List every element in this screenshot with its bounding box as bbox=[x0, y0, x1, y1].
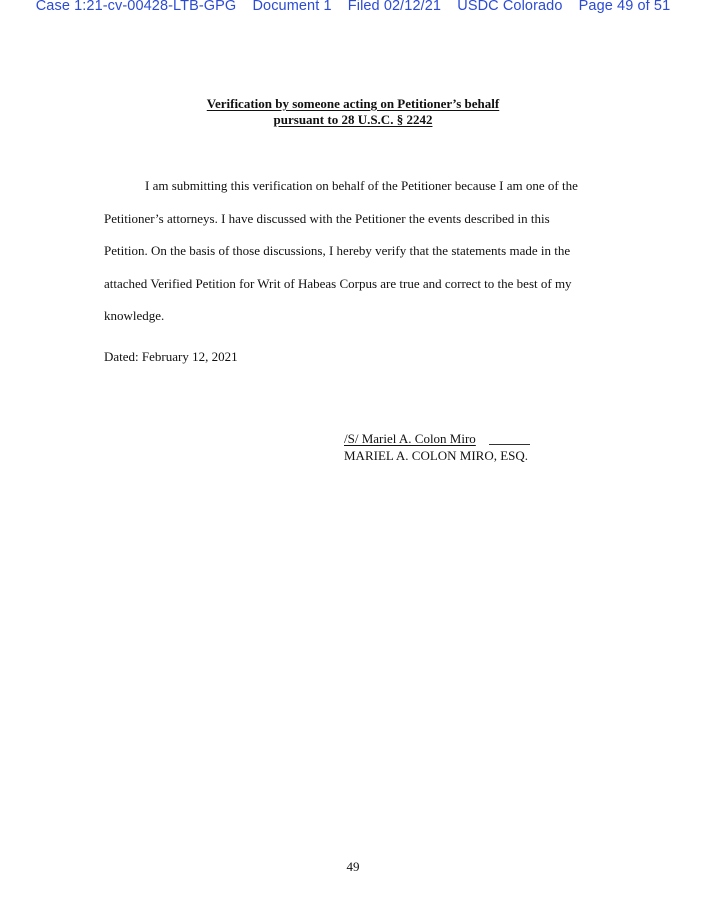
paragraph-line: I am submitting this verification on behalf of the Petitioner because I am one of the bbox=[145, 178, 578, 193]
signature-rule bbox=[489, 444, 530, 445]
document-title bbox=[0, 96, 706, 128]
case-number: Case 1:21-cv-00428-LTB-GPG bbox=[35, 0, 237, 14]
document-number: Document 1 bbox=[252, 0, 332, 14]
title-line-2: pursuant to 28 U.S.C. § 2242 bbox=[273, 112, 433, 127]
page-number: 49 bbox=[346, 859, 360, 874]
electronic-signature: /S/ Mariel A. Colon Miro bbox=[344, 431, 476, 446]
signer-name: MARIEL A. COLON MIRO, ESQ. bbox=[344, 448, 529, 463]
signature-block bbox=[344, 430, 528, 464]
title-line-1: Verification by someone acting on Petitioner’s behalf bbox=[206, 96, 500, 111]
paragraph-line: knowledge. bbox=[104, 308, 165, 323]
court-name: USDC Colorado bbox=[457, 0, 563, 14]
paragraph-line: Petition. On the basis of those discussions, I hereby verify that the statements made in the bbox=[104, 243, 571, 258]
dated-line: Dated: February 12, 2021 bbox=[104, 349, 238, 364]
paragraph-line: attached Verified Petition for Writ of Habeas Corpus are true and correct to the best of my bbox=[104, 275, 572, 291]
paragraph-line: Petitioner’s attorneys. I have discussed with the Petitioner the events described in this bbox=[104, 210, 550, 226]
filed-date: Filed 02/12/21 bbox=[347, 0, 442, 14]
ecf-header bbox=[0, 0, 706, 14]
page-count: Page 49 of 51 bbox=[578, 0, 671, 14]
verification-paragraph bbox=[104, 170, 609, 333]
signature-line bbox=[344, 430, 528, 447]
